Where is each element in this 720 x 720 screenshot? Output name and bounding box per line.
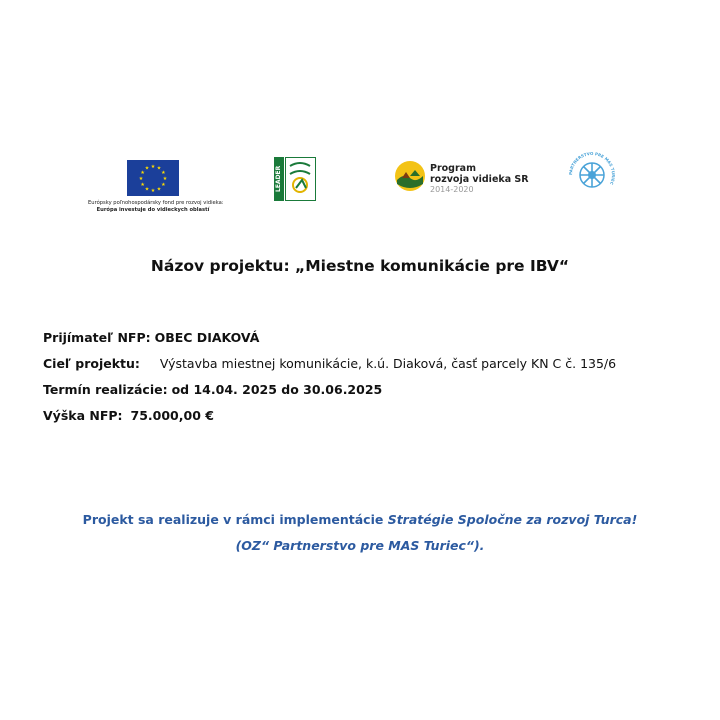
prv-title-line1: Program (430, 163, 476, 174)
svg-text:★: ★ (150, 188, 156, 194)
svg-text:★: ★ (140, 182, 145, 188)
leader-logo (274, 157, 316, 201)
prv-logo (394, 160, 544, 196)
project-title: Názov projektu: „Miestne komunikácie pre IBV“ (150, 257, 570, 275)
svg-text:★: ★ (162, 176, 168, 182)
prv-badge-icon (394, 160, 426, 192)
svg-text:★: ★ (161, 182, 166, 188)
eu-caption-line1: Európsky poľnohospodársky fond pre rozvoj vidieka: (88, 200, 224, 206)
svg-text:★: ★ (144, 186, 150, 193)
prv-years: 2014-2020 (430, 185, 474, 194)
term-row (43, 382, 382, 397)
footer-line1 (0, 512, 720, 527)
footer-strategy-name: Stratégie Spoločne za rozvoj Turca! (387, 512, 638, 527)
svg-text:★: ★ (150, 164, 156, 170)
footer-line1-prefix: Projekt sa realizuje v rámci implementácie (82, 512, 388, 527)
recipient-value: OBEC DIAKOVÁ (154, 330, 260, 345)
goal-label: Cieľ projektu: (43, 356, 140, 371)
recipient-label: Prijímateľ NFP: (43, 330, 151, 345)
eu-logo (88, 160, 224, 213)
svg-text:★: ★ (161, 170, 166, 176)
svg-text:★: ★ (156, 186, 162, 193)
svg-text:★: ★ (140, 170, 145, 176)
prv-title-line2: rozvoja vidieka SR (430, 174, 529, 185)
amount-value: 75.000,00 € (130, 408, 214, 423)
eu-flag-icon (127, 160, 179, 196)
amount-row (43, 408, 214, 423)
term-value: od 14.04. 2025 do 30.06.2025 (171, 382, 383, 397)
goal-row (43, 356, 616, 371)
amount-label: Výška NFP: (43, 408, 123, 423)
mas-ring-text: PARTNERSTVO PRE MAS TURIEC (567, 150, 617, 186)
leader-emblem-icon (285, 157, 316, 201)
recipient-row (43, 330, 259, 345)
svg-text:★: ★ (144, 165, 150, 172)
term-label: Termín realizácie: (43, 382, 168, 397)
leader-side-text: LEADER (274, 157, 284, 201)
svg-text:★: ★ (156, 165, 162, 172)
footer-line2 (0, 538, 720, 553)
eu-caption-line2: Európa investuje do vidieckych oblastí (96, 207, 210, 213)
goal-value: Výstavba miestnej komunikácie, k.ú. Diaková, časť parcely KN C č. 135/6 (159, 356, 617, 371)
mas-turiec-logo (567, 150, 617, 200)
footer-partner-name: (OZ“ Partnerstvo pre MAS Turiec“). (235, 538, 485, 553)
svg-text:★: ★ (138, 176, 144, 182)
